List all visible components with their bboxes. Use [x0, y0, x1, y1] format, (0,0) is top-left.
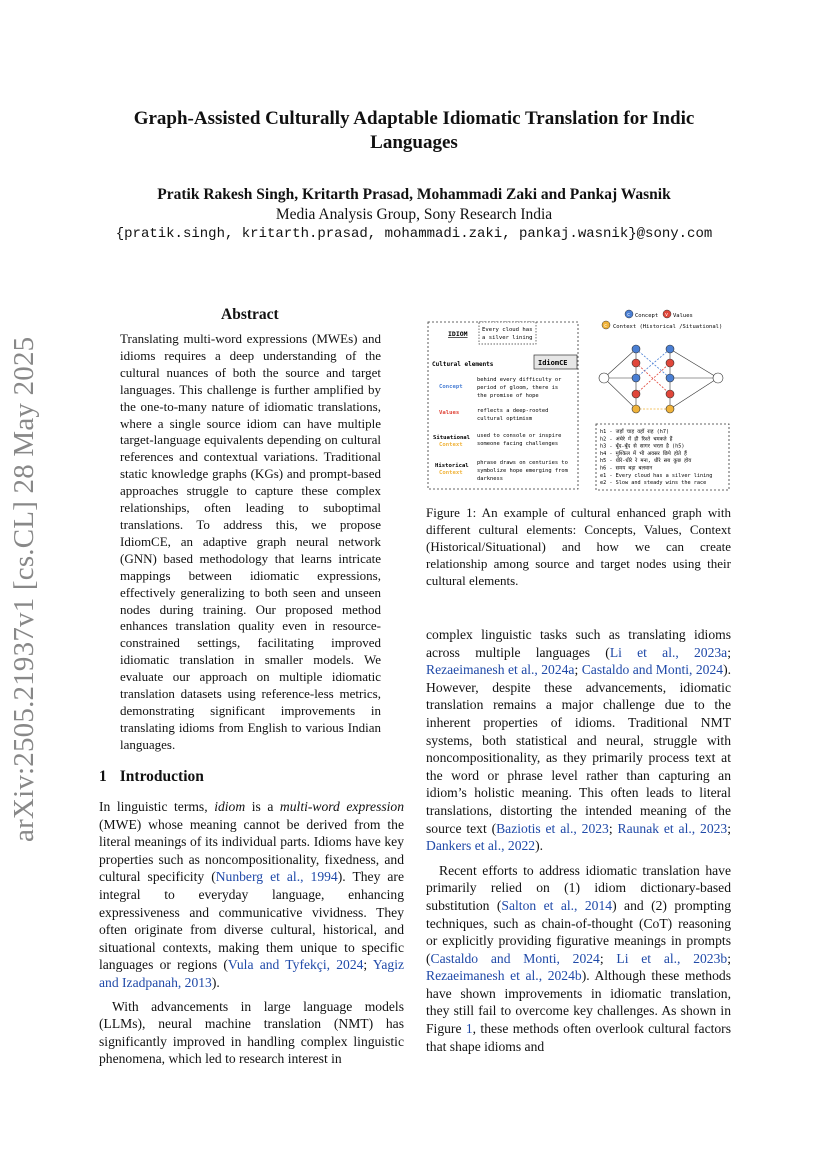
graph-edge	[604, 349, 636, 378]
idiom-text-2: a silver lining	[482, 335, 533, 341]
legend-context: Context (Historical /Situational)	[613, 324, 723, 330]
concept-text-3: the promise of hope	[477, 393, 539, 399]
historical-text-2: symbolize hope emerging from	[477, 468, 568, 474]
graph-node	[599, 373, 609, 383]
graph-node	[666, 359, 674, 367]
translation-list-item: h6 - समय बड़ा बलवान	[600, 465, 653, 472]
citation-link[interactable]: Castaldo and Monti, 2024	[430, 950, 600, 966]
text-run: ).	[211, 974, 220, 990]
situational-text-2: someone facing challenges	[477, 441, 559, 447]
text-run: ;	[363, 957, 373, 973]
text-run: (MWE) whose meaning cannot be derived from the literal meanings of its individual parts. Idioms have key properties such as noncompositionality, fixedness, and cultural specificity (	[99, 816, 404, 885]
text-run: ;	[727, 950, 731, 966]
text-run: is a	[245, 799, 280, 814]
right-column	[426, 626, 731, 1055]
text-run-italic: idiom	[214, 799, 246, 814]
citation-link[interactable]: Rezaeimanesh et al., 2024b	[426, 968, 582, 984]
text-run: ;	[608, 820, 618, 836]
text-run: In linguistic terms,	[99, 799, 215, 814]
concept-text-1: behind every difficulty or	[477, 377, 562, 383]
legend-concept-letter: c	[627, 312, 631, 318]
text-run: complex linguistic tasks such as translating idioms across multiple languages (	[426, 627, 731, 660]
graph-node	[632, 345, 640, 353]
affiliation: Media Analysis Group, Sony Research India	[275, 206, 553, 223]
text-run: , these methods often overlook cultural factors that shape idioms and	[426, 1021, 731, 1054]
values-label: Values	[439, 410, 460, 416]
paper-title: Graph-Assisted Culturally Adaptable Idiomatic Translation for Indic Languages	[133, 108, 695, 153]
graph-node	[632, 390, 640, 398]
graph-node	[632, 405, 640, 413]
citation-link[interactable]: Dankers et al., 2022	[426, 838, 536, 854]
translation-list-item: h2 - अंधेरे में ही रिश्ते चमकते हैं	[600, 436, 673, 443]
graph-node	[632, 374, 640, 382]
citation-link[interactable]: Baziotis et al., 2023	[496, 820, 609, 836]
emails: {pratik.singh, kritarth.prasad, mohammadi.zaki, pankaj.wasnik}@sony.com	[115, 226, 713, 242]
graph-node	[666, 405, 674, 413]
figure-ref-link[interactable]: 1	[465, 1021, 473, 1037]
citation-link[interactable]: Rezaeimanesh et al., 2024a	[426, 662, 575, 678]
idiom-label: IDIOM	[448, 330, 468, 338]
translation-list-item: h3 - बूँद-बूँद से सागर भरता है (h5)	[600, 443, 685, 450]
translation-list-item: h1 - जहाँ चाह वहाँ राह (h7)	[600, 429, 670, 435]
right-paragraph-1	[426, 626, 731, 855]
concept-label: Concept	[439, 384, 463, 390]
translation-list-item: h4 - मुश्किल में भी अवसर छिपे होते हैं	[600, 450, 687, 457]
historical-text-1: phrase draws on centuries to	[477, 460, 568, 466]
legend-values: Values	[673, 313, 693, 319]
text-run: ) and (2) prompting techniques, such as chain-of-thought (CoT) reasoning or explicitly providing figurative meanings in prompts (	[426, 897, 732, 966]
authors: Pratik Rakesh Singh, Kritarth Prasad, Mohammadi Zaki and Pankaj Wasnik	[157, 186, 671, 203]
graph-cross-edge	[636, 349, 670, 378]
cultural-elements-label: Cultural elements	[432, 361, 494, 368]
translation-list-item: e1 - Every cloud has a silver lining	[600, 472, 713, 479]
concept-text-2: period of gloom, there is	[477, 385, 559, 391]
arxiv-stamp: arXiv:2505.21937v1 [cs.CL] 28 May 2025	[8, 336, 40, 842]
citation-link[interactable]: Raunak et al., 2023	[617, 820, 728, 836]
idiomce-label: IdiomCE	[538, 359, 568, 367]
section-number: 1	[99, 768, 107, 785]
graph-node	[713, 373, 723, 383]
translation-list-item: e2 - Slow and steady wins the race	[600, 480, 707, 487]
graph-node	[666, 345, 674, 353]
text-run-italic: multi-word expression	[279, 799, 405, 814]
text-run: ;	[599, 950, 617, 966]
values-text-1: reflects a deep-rooted	[477, 408, 549, 414]
idiom-text-1: Every cloud has	[482, 327, 533, 333]
text-run: ;	[574, 662, 582, 678]
citation-link[interactable]: Nunberg et al., 1994	[215, 869, 338, 885]
historical-text-3: darkness	[477, 476, 503, 482]
intro-paragraph-1	[99, 798, 404, 992]
translation-list	[600, 428, 712, 486]
text-run: ). They are integral to everyday language, enhancing expressiveness and communicative vividness. They often originate from diverse cultural, historical, and situational contexts, making them unique to specific languages or regions (	[99, 869, 404, 973]
section-title: Introduction	[119, 768, 204, 785]
right-paragraph-2	[426, 862, 731, 1056]
abstract-heading: Abstract	[221, 306, 279, 323]
intro-paragraph-2: With advancements in large language models (LLMs), neural machine translation (NMT) has significantly improved in handling complex linguistic phenomena, which led to research interest in	[99, 998, 404, 1067]
graph-network	[599, 345, 723, 413]
graph-node	[632, 359, 640, 367]
citation-link[interactable]: Li et al., 2023a	[609, 644, 728, 660]
text-run: Recent efforts to address idiomatic translation have primarily relied on (1) idiom dictionary-based substitution (	[426, 862, 731, 913]
text-run: ;	[727, 820, 731, 836]
graph-node	[666, 390, 674, 398]
figure-graph	[426, 306, 731, 496]
text-run: ).	[535, 838, 544, 854]
graph-edge	[604, 378, 636, 409]
situational-text-1: used to console or inspire	[477, 433, 562, 439]
translation-list-item: h5 - धीरे-धीरे रे मना, धीरे सब कुछ होय	[600, 458, 692, 465]
citation-link[interactable]: Castaldo and Monti, 2024	[581, 662, 724, 678]
citation-link[interactable]: Salton et al., 2014	[501, 897, 613, 913]
legend-context-letter: c	[604, 323, 608, 329]
abstract-text: Translating multi-word expressions (MWEs) and idioms requires a deep understanding of the cultural nuances of both the source and target languages. This challenge is further amplified by the one-to-many nature of idiomatic translations, where a single source idiom can have multiple target-language equivalents depending on cultural references and contextual variations. Traditional static knowledge graphs (KGs) and prompt-based approaches struggle to capture these complex relationships, often leading to suboptimal translations. To address this, we propose IdiomCE, an adaptive graph neural network (GNN) based methodology that learns intricate mappings between idiomatic expressions, effectively generalizing to both seen and unseen nodes during training. Our proposed method enhances translation quality even in resource-constrained settings, facilitating improved idiomatic translation in smaller models. We evaluate our approach on multiple idiomatic translation datasets using reference-less metrics, demonstrating significant improvements in translating idioms from English to various Indian languages.	[120, 331, 381, 752]
figure-1	[426, 306, 731, 496]
graph-node	[666, 374, 674, 382]
graph-edge	[670, 349, 718, 378]
legend-values-letter: v	[665, 312, 669, 318]
situational-label-2: Context	[439, 442, 463, 448]
historical-label-1: Historical	[435, 463, 469, 469]
citation-link[interactable]: Li et al., 2023b	[616, 950, 728, 966]
figure-caption: Figure 1: An example of cultural enhanced graph with different cultural elements: Concepts, Values, Context (Historical/Situational) and how we can create relationship among source and target nodes using their cultural elements.	[426, 505, 731, 588]
legend-concept: Concept	[635, 313, 659, 319]
text-run: ;	[727, 644, 731, 660]
intro-column	[99, 798, 404, 1068]
citation-link[interactable]: Yagiz and Izadpanah, 2013	[99, 957, 405, 990]
historical-label-2: Context	[439, 470, 463, 476]
text-run: ). However, despite these advancements, idiomatic translation remains a major challenge due to the inherent properties of idioms. Traditional NMT systems, both statistical and neural, struggle with noncompositionality, as they primarily process text at the word or phrase level rather than capturing an idiom’s holistic meaning. This often leads to literal translations, distorting the intended meaning of the source text (	[426, 662, 732, 836]
section-heading	[99, 768, 204, 786]
values-text-2: cultural optimism	[477, 416, 533, 422]
situational-label-1: Situational	[433, 435, 471, 441]
graph-edge	[670, 378, 718, 409]
text-run: ). Although these methods have shown improvements in idiomatic translation, they still fail to overcome key challenges. As shown in Figure	[426, 968, 731, 1037]
citation-link[interactable]: Vula and Tyfekçi, 2024	[227, 957, 364, 973]
